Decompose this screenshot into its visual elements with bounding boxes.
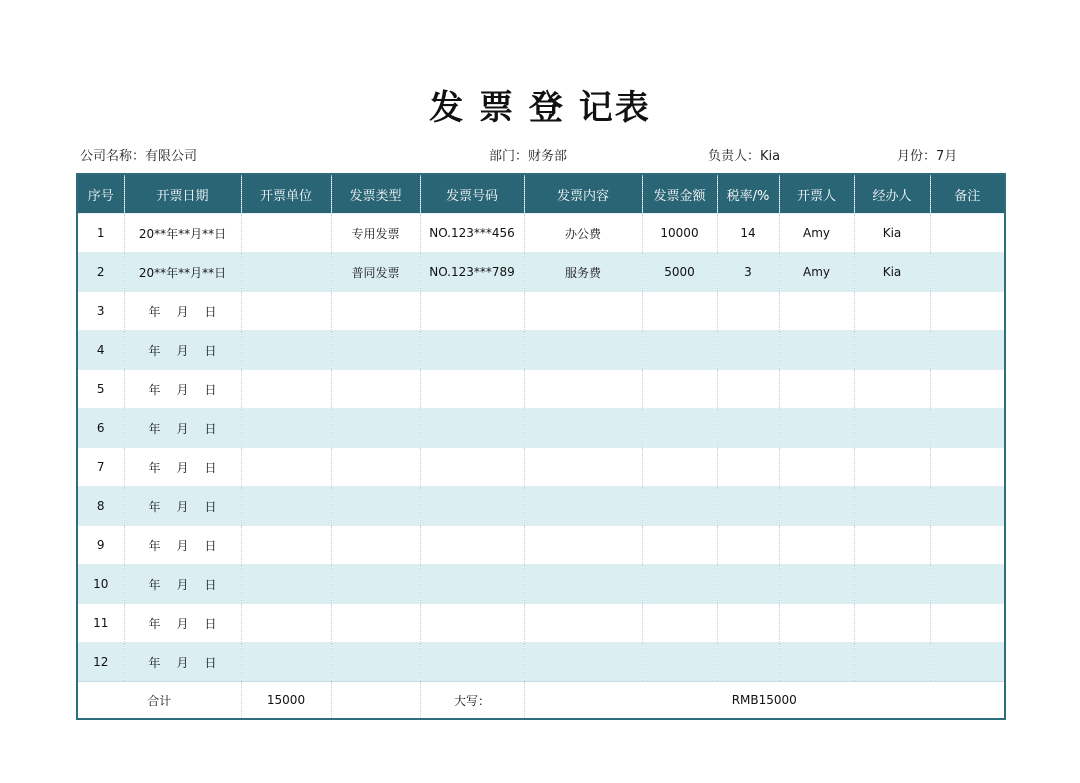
cell-no[interactable]: 8 bbox=[77, 487, 124, 526]
cell-type[interactable] bbox=[331, 565, 420, 604]
cell-issuer[interactable] bbox=[779, 370, 854, 409]
cell-issuer[interactable] bbox=[779, 331, 854, 370]
date-day: 日 bbox=[204, 499, 217, 514]
cell-amount[interactable]: 5000 bbox=[642, 253, 717, 292]
cell-number[interactable] bbox=[420, 292, 524, 331]
cell-note[interactable] bbox=[930, 292, 1005, 331]
capital-label: 大写： bbox=[420, 682, 524, 720]
cell-number[interactable] bbox=[420, 604, 524, 643]
cell-no[interactable]: 1 bbox=[77, 214, 124, 253]
header-issuer: 开票人 bbox=[779, 174, 854, 214]
table-row bbox=[77, 292, 1005, 331]
date-month: 月 bbox=[176, 616, 189, 631]
cell-note[interactable] bbox=[930, 331, 1005, 370]
table-row bbox=[77, 487, 1005, 526]
cell-no[interactable]: 7 bbox=[77, 448, 124, 487]
cell-date[interactable] bbox=[124, 487, 241, 526]
date-month: 月 bbox=[176, 499, 189, 514]
cell-no[interactable]: 12 bbox=[77, 643, 124, 682]
department: 部门：财务部 bbox=[489, 149, 568, 164]
cell-tax[interactable] bbox=[717, 526, 779, 565]
table-row bbox=[77, 253, 1005, 292]
cell-tax[interactable] bbox=[717, 643, 779, 682]
date-day: 日 bbox=[204, 343, 217, 358]
cell-content[interactable] bbox=[524, 526, 642, 565]
month: 月份：7月 bbox=[897, 149, 958, 164]
date-year: 年 bbox=[148, 655, 161, 670]
cell-no[interactable]: 2 bbox=[77, 253, 124, 292]
cell-note[interactable] bbox=[930, 370, 1005, 409]
cell-handler[interactable] bbox=[854, 565, 930, 604]
header-type: 发票类型 bbox=[331, 174, 420, 214]
cell-content[interactable] bbox=[524, 448, 642, 487]
cell-unit[interactable] bbox=[241, 370, 331, 409]
cell-issuer[interactable] bbox=[779, 526, 854, 565]
cell-type[interactable] bbox=[331, 448, 420, 487]
cell-issuer[interactable] bbox=[779, 292, 854, 331]
table-header-row bbox=[77, 174, 1005, 214]
cell-type[interactable] bbox=[331, 604, 420, 643]
cell-number[interactable] bbox=[420, 487, 524, 526]
cell-unit[interactable] bbox=[241, 409, 331, 448]
cell-handler[interactable] bbox=[854, 604, 930, 643]
cell-handler[interactable] bbox=[854, 448, 930, 487]
cell-note[interactable] bbox=[930, 643, 1005, 682]
cell-content[interactable] bbox=[524, 331, 642, 370]
table-row bbox=[77, 331, 1005, 370]
cell-handler[interactable] bbox=[854, 292, 930, 331]
date-day: 日 bbox=[204, 577, 217, 592]
cell-unit[interactable] bbox=[241, 448, 331, 487]
table-row bbox=[77, 565, 1005, 604]
cell-number[interactable] bbox=[420, 448, 524, 487]
cell-handler[interactable] bbox=[854, 487, 930, 526]
table-row bbox=[77, 643, 1005, 682]
cell-issuer[interactable]: Amy bbox=[779, 214, 854, 253]
cell-date[interactable] bbox=[124, 565, 241, 604]
cell-content[interactable] bbox=[524, 604, 642, 643]
cell-amount[interactable]: 10000 bbox=[642, 214, 717, 253]
date-year: 年 bbox=[148, 343, 161, 358]
cell-note[interactable] bbox=[930, 604, 1005, 643]
cell-note[interactable] bbox=[930, 409, 1005, 448]
cell-unit[interactable] bbox=[241, 214, 331, 253]
cell-no[interactable]: 10 bbox=[77, 565, 124, 604]
cell-issuer[interactable] bbox=[779, 487, 854, 526]
date-year: 年 bbox=[148, 382, 161, 397]
date-day: 日 bbox=[204, 421, 217, 436]
cell-date[interactable] bbox=[124, 409, 241, 448]
document-title: 发 票 登 记表 bbox=[429, 88, 651, 128]
date-month: 月 bbox=[176, 538, 189, 553]
cell-number[interactable] bbox=[420, 331, 524, 370]
cell-unit[interactable] bbox=[241, 526, 331, 565]
cell-tax[interactable] bbox=[717, 448, 779, 487]
cell-tax[interactable] bbox=[717, 565, 779, 604]
cell-no[interactable]: 4 bbox=[77, 331, 124, 370]
cell-tax[interactable] bbox=[717, 487, 779, 526]
table-row bbox=[77, 214, 1005, 253]
responsible-person: 负责人：Kia bbox=[708, 149, 781, 164]
cell-type[interactable] bbox=[331, 370, 420, 409]
cell-date[interactable]: 20**年**月**日 bbox=[124, 253, 241, 292]
date-month: 月 bbox=[176, 343, 189, 358]
cell-issuer[interactable] bbox=[779, 643, 854, 682]
cell-tax[interactable]: 14 bbox=[717, 214, 779, 253]
cell-number[interactable] bbox=[420, 643, 524, 682]
cell-unit[interactable] bbox=[241, 331, 331, 370]
cell-handler[interactable]: Kia bbox=[854, 214, 930, 253]
cell-type[interactable]: 普同发票 bbox=[331, 253, 420, 292]
capital-value[interactable]: RMB15000 bbox=[524, 682, 1005, 720]
cell-amount[interactable] bbox=[642, 604, 717, 643]
cell-type[interactable] bbox=[331, 331, 420, 370]
cell-issuer[interactable] bbox=[779, 409, 854, 448]
cell-number[interactable] bbox=[420, 370, 524, 409]
cell-content[interactable]: 服务费 bbox=[524, 253, 642, 292]
cell-type[interactable] bbox=[331, 643, 420, 682]
table-row bbox=[77, 448, 1005, 487]
cell-tax[interactable] bbox=[717, 292, 779, 331]
date-year: 年 bbox=[148, 538, 161, 553]
date-year: 年 bbox=[148, 304, 161, 319]
table-row bbox=[77, 409, 1005, 448]
cell-amount[interactable] bbox=[642, 526, 717, 565]
cell-amount[interactable] bbox=[642, 409, 717, 448]
cell-tax[interactable] bbox=[717, 409, 779, 448]
header-content: 发票内容 bbox=[524, 174, 642, 214]
header-amount: 发票金额 bbox=[642, 174, 717, 214]
total-label: 合计 bbox=[77, 682, 241, 720]
date-month: 月 bbox=[176, 655, 189, 670]
cell-handler[interactable] bbox=[854, 331, 930, 370]
cell-type[interactable] bbox=[331, 409, 420, 448]
cell-number[interactable] bbox=[420, 565, 524, 604]
date-day: 日 bbox=[204, 655, 217, 670]
cell-tax[interactable] bbox=[717, 604, 779, 643]
cell-amount[interactable] bbox=[642, 565, 717, 604]
date-day: 日 bbox=[204, 538, 217, 553]
cell-issuer[interactable]: Amy bbox=[779, 253, 854, 292]
cell-amount[interactable] bbox=[642, 331, 717, 370]
cell-tax[interactable] bbox=[717, 331, 779, 370]
cell-tax[interactable]: 3 bbox=[717, 253, 779, 292]
date-day: 日 bbox=[204, 616, 217, 631]
cell-issuer[interactable] bbox=[779, 604, 854, 643]
cell-no[interactable]: 11 bbox=[77, 604, 124, 643]
cell-unit[interactable] bbox=[241, 253, 331, 292]
cell-no[interactable]: 6 bbox=[77, 409, 124, 448]
cell-unit[interactable] bbox=[241, 604, 331, 643]
date-day: 日 bbox=[204, 382, 217, 397]
invoice-register-table bbox=[76, 173, 1006, 720]
date-month: 月 bbox=[176, 577, 189, 592]
cell-issuer[interactable] bbox=[779, 565, 854, 604]
date-day: 日 bbox=[204, 304, 217, 319]
date-month: 月 bbox=[176, 421, 189, 436]
cell-type[interactable] bbox=[331, 292, 420, 331]
cell-no[interactable]: 3 bbox=[77, 292, 124, 331]
date-year: 年 bbox=[148, 460, 161, 475]
cell-date[interactable] bbox=[124, 370, 241, 409]
cell-note[interactable] bbox=[930, 448, 1005, 487]
cell-content[interactable] bbox=[524, 370, 642, 409]
header-number: 发票号码 bbox=[420, 174, 524, 214]
cell-amount[interactable] bbox=[642, 643, 717, 682]
cell-note[interactable] bbox=[930, 526, 1005, 565]
total-row bbox=[77, 682, 1005, 720]
cell-unit[interactable] bbox=[241, 565, 331, 604]
cell-date[interactable]: 20**年**月**日 bbox=[124, 214, 241, 253]
date-year: 年 bbox=[148, 421, 161, 436]
cell-content[interactable] bbox=[524, 643, 642, 682]
cell-date[interactable] bbox=[124, 292, 241, 331]
header-no: 序号 bbox=[77, 174, 124, 214]
header-note: 备注 bbox=[930, 174, 1005, 214]
date-year: 年 bbox=[148, 616, 161, 631]
cell-handler[interactable] bbox=[854, 409, 930, 448]
cell-number[interactable] bbox=[420, 409, 524, 448]
cell-content[interactable] bbox=[524, 487, 642, 526]
cell-issuer[interactable] bbox=[779, 448, 854, 487]
cell-handler[interactable] bbox=[854, 370, 930, 409]
cell-no[interactable]: 5 bbox=[77, 370, 124, 409]
cell-note[interactable] bbox=[930, 565, 1005, 604]
cell-handler[interactable]: Kia bbox=[854, 253, 930, 292]
total-spacer bbox=[331, 682, 420, 720]
header-tax: 税率/% bbox=[717, 174, 779, 214]
cell-content[interactable]: 办公费 bbox=[524, 214, 642, 253]
cell-amount[interactable] bbox=[642, 292, 717, 331]
date-month: 月 bbox=[176, 304, 189, 319]
cell-type[interactable] bbox=[331, 526, 420, 565]
cell-no[interactable]: 9 bbox=[77, 526, 124, 565]
company-name: 公司名称：有限公司 bbox=[80, 149, 198, 164]
date-year: 年 bbox=[148, 577, 161, 592]
cell-unit[interactable] bbox=[241, 643, 331, 682]
cell-number[interactable]: NO.123***456 bbox=[420, 214, 524, 253]
date-year: 年 bbox=[148, 499, 161, 514]
cell-unit[interactable] bbox=[241, 487, 331, 526]
cell-amount[interactable] bbox=[642, 370, 717, 409]
cell-date[interactable] bbox=[124, 604, 241, 643]
cell-number[interactable] bbox=[420, 526, 524, 565]
date-month: 月 bbox=[176, 382, 189, 397]
cell-handler[interactable] bbox=[854, 526, 930, 565]
table-row bbox=[77, 526, 1005, 565]
header-unit: 开票单位 bbox=[241, 174, 331, 214]
cell-date[interactable] bbox=[124, 331, 241, 370]
header-date: 开票日期 bbox=[124, 174, 241, 214]
total-amount[interactable]: 15000 bbox=[241, 682, 331, 720]
cell-content[interactable] bbox=[524, 409, 642, 448]
cell-type[interactable] bbox=[331, 487, 420, 526]
cell-unit[interactable] bbox=[241, 292, 331, 331]
cell-date[interactable] bbox=[124, 526, 241, 565]
cell-number[interactable]: NO.123***789 bbox=[420, 253, 524, 292]
cell-handler[interactable] bbox=[854, 643, 930, 682]
cell-amount[interactable] bbox=[642, 487, 717, 526]
cell-amount[interactable] bbox=[642, 448, 717, 487]
table-row bbox=[77, 604, 1005, 643]
cell-content[interactable] bbox=[524, 292, 642, 331]
cell-date[interactable] bbox=[124, 643, 241, 682]
cell-type[interactable]: 专用发票 bbox=[331, 214, 420, 253]
cell-note[interactable] bbox=[930, 487, 1005, 526]
date-month: 月 bbox=[176, 460, 189, 475]
header-handler: 经办人 bbox=[854, 174, 930, 214]
cell-date[interactable] bbox=[124, 448, 241, 487]
cell-note[interactable] bbox=[930, 253, 1005, 292]
table-row bbox=[77, 370, 1005, 409]
cell-tax[interactable] bbox=[717, 370, 779, 409]
date-day: 日 bbox=[204, 460, 217, 475]
cell-note[interactable] bbox=[930, 214, 1005, 253]
cell-content[interactable] bbox=[524, 565, 642, 604]
